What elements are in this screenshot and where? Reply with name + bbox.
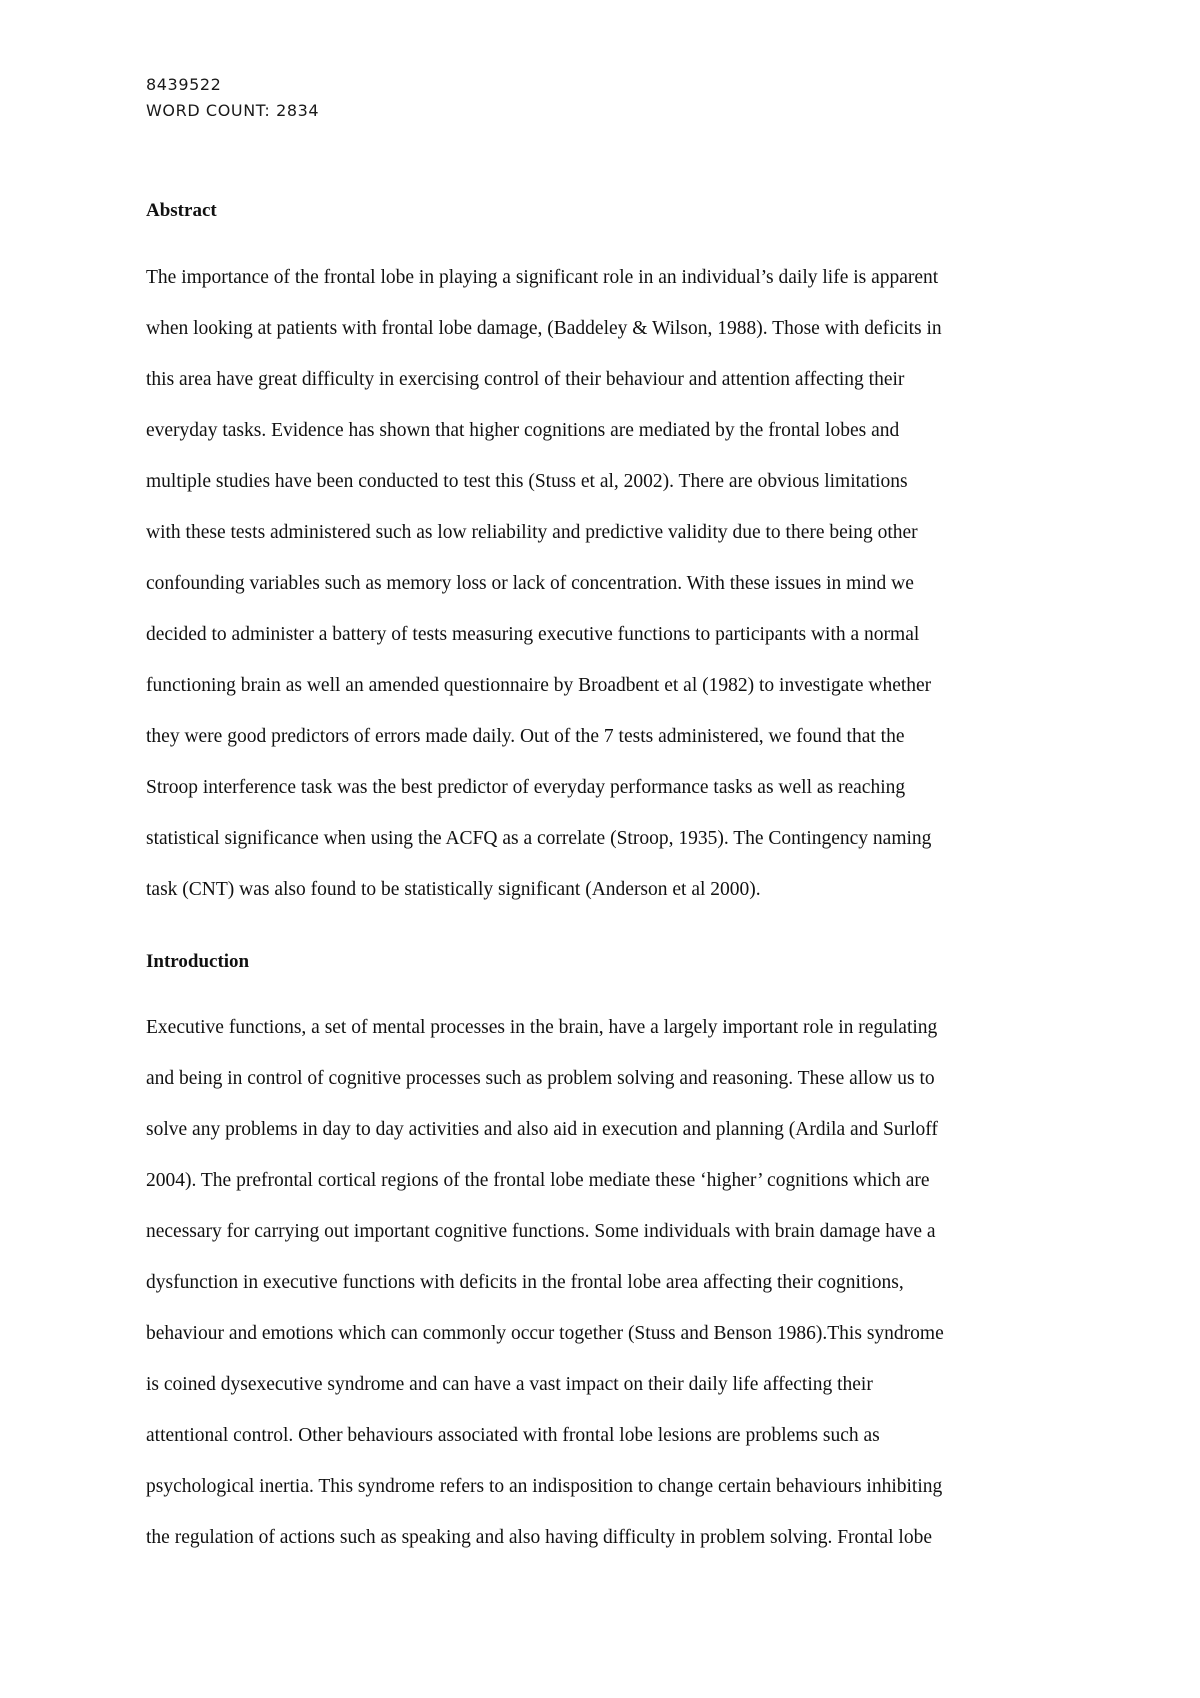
abstract-line: Stroop interference task was the best predictor of everyday performance tasks as well as reaching: [146, 777, 906, 798]
introduction-line: necessary for carrying out important cognitive functions. Some individuals with brain damage have a: [146, 1221, 936, 1242]
introduction-line: attentional control. Other behaviours associated with frontal lobe lesions are problems such as: [146, 1425, 880, 1446]
introduction-line: is coined dysexecutive syndrome and can have a vast impact on their daily life affecting their: [146, 1374, 873, 1395]
introduction-line: behaviour and emotions which can commonly occur together (Stuss and Benson 1986).This syndrome: [146, 1323, 944, 1344]
abstract-line: decided to administer a battery of tests measuring executive functions to participants with a normal: [146, 624, 920, 645]
abstract-line: with these tests administered such as low reliability and predictive validity due to there being other: [146, 522, 918, 543]
introduction-paragraph: [146, 1016, 1066, 1577]
abstract-line: task (CNT) was also found to be statistically significant (Anderson et al 2000).: [146, 879, 761, 900]
abstract-line: everyday tasks. Evidence has shown that higher cognitions are mediated by the frontal lobes and: [146, 420, 900, 441]
introduction-line: Executive functions, a set of mental processes in the brain, have a largely important role in regulating: [146, 1017, 938, 1038]
abstract-line: when looking at patients with frontal lobe damage, (Baddeley & Wilson, 1988). Those with deficits in: [146, 318, 942, 339]
introduction-heading: Introduction: [146, 951, 250, 972]
abstract-line: functioning brain as well an amended questionnaire by Broadbent et al (1982) to investigate whether: [146, 675, 932, 696]
introduction-line: the regulation of actions such as speaking and also having difficulty in problem solving. Frontal lobe: [146, 1527, 932, 1548]
abstract-line: this area have great difficulty in exercising control of their behaviour and attention affecting their: [146, 369, 905, 390]
abstract-line: multiple studies have been conducted to test this (Stuss et al, 2002). There are obvious limitations: [146, 471, 908, 492]
abstract-line: confounding variables such as memory loss or lack of concentration. With these issues in mind we: [146, 573, 914, 594]
introduction-line: solve any problems in day to day activities and also aid in execution and planning (Ardila and Surloff: [146, 1119, 938, 1140]
introduction-line: dysfunction in executive functions with deficits in the frontal lobe area affecting their cognitions,: [146, 1272, 904, 1293]
introduction-line: and being in control of cognitive processes such as problem solving and reasoning. These allow us to: [146, 1068, 935, 1089]
document-header: [146, 72, 319, 124]
abstract-heading: Abstract: [146, 200, 217, 221]
student-id: 8439522: [146, 75, 222, 94]
word-count: WORD COUNT: 2834: [146, 101, 320, 120]
abstract-line: statistical significance when using the ACFQ as a correlate (Stroop, 1935). The Contingency naming: [146, 828, 932, 849]
abstract-line: they were good predictors of errors made daily. Out of the 7 tests administered, we found that the: [146, 726, 905, 747]
abstract-paragraph: [146, 266, 1066, 929]
abstract-line: The importance of the frontal lobe in playing a significant role in an individual’s daily life is apparent: [146, 267, 939, 288]
introduction-line: 2004). The prefrontal cortical regions of the frontal lobe mediate these ‘higher’ cognitions which are: [146, 1170, 930, 1191]
introduction-line: psychological inertia. This syndrome refers to an indisposition to change certain behaviours inhibiting: [146, 1476, 943, 1497]
